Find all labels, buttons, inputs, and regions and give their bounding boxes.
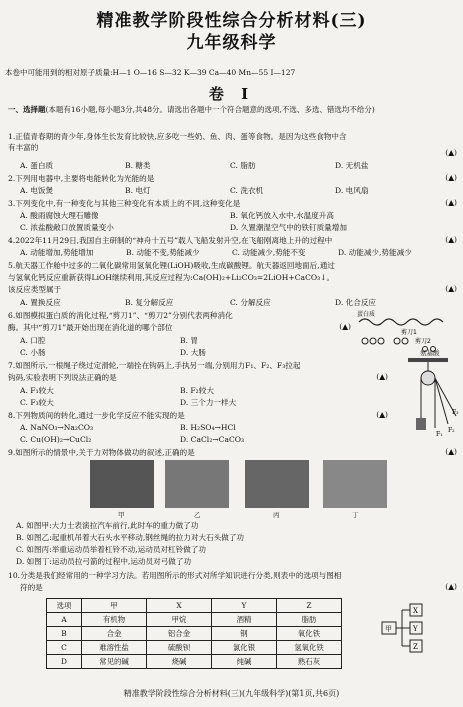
q1-option-b: B. 糖类: [125, 161, 151, 170]
q4-option-a: A. 动能增加,势能增加: [20, 248, 94, 257]
q6-option-b: B. 胃: [180, 336, 199, 345]
q5-option-c: C. 分解反应: [230, 298, 271, 307]
q8-option-b: B. H₂SO₄→HCl: [180, 423, 236, 432]
q9-option-d: D. 如图丁:运动员拉弓箭的过程中,运动员对弓做了功: [16, 557, 192, 566]
molecule-unit: [394, 338, 400, 344]
table-cell: D: [47, 655, 82, 669]
classification-table: [46, 598, 342, 669]
table-header: X: [147, 599, 212, 613]
table-cell: 烧碱: [147, 655, 212, 669]
table-cell: 甲烷: [147, 613, 212, 627]
answer-mark: (▲): [339, 322, 351, 331]
q6-option-d: D. 大肠: [180, 348, 206, 357]
q3-option-b: B. 氧化钙放入水中,水温度升高: [230, 211, 334, 220]
molecule-unit: [362, 338, 368, 344]
question-6-stem2: 酶。其中“剪刀1”最开始出现在消化道的哪个部位: [8, 323, 173, 332]
photo-crane-lifting-stone: [165, 460, 229, 508]
rope-f2: [435, 378, 448, 424]
q8-option-d: D. CaCl₂→CaCO₃: [180, 435, 245, 444]
section-intro: [8, 104, 458, 116]
question-5-stem2: 与氢氧化钙反应重新获得LiOH继续利用,其反应过程为:Ca(OH)₂+Li₂CO₃=2LiOH+CaCO₃↓。: [8, 273, 335, 282]
answer-mark: (▲): [445, 447, 457, 456]
fig6-scissors1-label: 剪刀1: [401, 329, 417, 336]
answer-mark: (▲): [376, 372, 388, 381]
question-9-stem: 9.如图所示的情景中,关于力对物体做功的叙述,正确的是: [8, 448, 195, 457]
table-cell: 有机物: [82, 613, 147, 627]
force-f2-label: F₂: [448, 427, 455, 434]
table-header: Y: [212, 599, 277, 613]
question-1-stem2: 有丰富的: [8, 143, 39, 152]
q9-option-b: B. 如图乙:起重机吊着大石头水平移动,钢丝绳的拉力对大石头做了功: [16, 533, 245, 542]
q7-option-a: A. F₁较大: [20, 386, 54, 395]
q3-option-a: A. 酸雨腐蚀大理石雕像: [20, 211, 99, 220]
force-f1-label: F₁: [436, 431, 443, 438]
q9-option-c: C. 如图丙:举重运动员举着杠铃不动,运动员对杠铃做了功: [16, 545, 206, 554]
fig6-protein-label: 蛋白质: [357, 311, 376, 318]
question-8-stem: 8.下列物质间的转化,通过一步化学反应不能实现的是: [8, 411, 185, 420]
classification-diagram: [380, 602, 440, 658]
pulley-wheel: [421, 371, 435, 385]
q2-option-c: C. 洗衣机: [230, 186, 264, 195]
table-cell: 氢氧化铁: [277, 641, 342, 655]
q8-option-a: A. NaNO₃→Na₂CO₃: [20, 423, 94, 432]
atomic-masses: 本卷中可能用到的相对原子质量:H—1 O—16 S—32 K—39 Ca—40 Mn—55 I—127: [5, 68, 296, 77]
table-cell: 氯化银: [212, 641, 277, 655]
question-6-stem: 6.如图模拟蛋白质的消化过程,“剪刀1”、“剪刀2”分别代表两种消化: [8, 311, 233, 320]
ceiling: [408, 358, 448, 362]
q4-option-b: B. 动能不变,势能减少: [126, 248, 200, 257]
question-10-stem2: 符的是: [20, 583, 43, 592]
hook-weight: [416, 418, 426, 430]
q3-option-d: D. 久置潮湿空气中的铁钉质量增加: [230, 223, 347, 232]
q7-option-b: B. F₂较大: [180, 386, 214, 395]
q8-option-c: C. Cu(OH)₂→CuCl₂: [20, 435, 92, 444]
q4-option-d: D. 动能减少,势能减少: [338, 248, 412, 257]
pulley-figure: [398, 358, 460, 438]
fig9-caption-jia: 甲: [118, 511, 125, 519]
table-cell: 常见的碱: [82, 655, 147, 669]
table-cell: 氧化铁: [277, 627, 342, 641]
molecule-unit: [378, 338, 384, 344]
q1-option-d: D. 无机盐: [335, 161, 369, 170]
question-7-stem2: 钩码,实验表明下列说法正确的是: [8, 373, 117, 382]
table-header-row: [47, 599, 342, 613]
node-x-label: X: [413, 607, 418, 615]
table-cell: C: [47, 641, 82, 655]
exam-title: 精准教学阶段性综合分析材料(三): [96, 11, 367, 31]
table-cell: 难溶性盐: [82, 641, 147, 655]
force-f3-label: F₃: [452, 409, 459, 416]
question-10-stem: 10.分类是我们经常用的一种学习方法。若用图所示的形式对所学知识进行分类,则表中的选项与图相: [8, 571, 342, 580]
q9-option-a: A. 如图甲:大力士表演拉汽车前行,此时车的重力做了功: [16, 521, 199, 530]
section-head: 一、选择题: [8, 105, 46, 114]
question-4-stem: 4.2022年11月29日,我国自主研制的“神舟十五号”载人飞船发射升空,在飞船刚离地上升的过程中: [8, 236, 333, 245]
table-row: [47, 627, 342, 641]
answer-mark: (▲): [445, 173, 457, 182]
volume-heading: 卷 Ⅰ: [208, 85, 255, 103]
answer-mark: (▲): [445, 284, 457, 293]
photo-archer: [323, 460, 387, 508]
photo-weightlifter: [245, 460, 309, 508]
table-cell: 钢: [212, 627, 277, 641]
q1-option-c: C. 脂肪: [230, 161, 256, 170]
fig9-caption-ding: 丁: [352, 511, 359, 519]
q5-option-a: A. 置换反应: [20, 298, 61, 307]
fig9-caption-bing: 丙: [273, 511, 280, 519]
node-root-label: 甲: [385, 625, 392, 633]
table-cell: 熟石灰: [277, 655, 342, 669]
fig6-amino-acid-label: 氨基酸: [420, 349, 440, 357]
molecule-unit: [370, 338, 376, 344]
protein-chain: [359, 319, 443, 325]
question-5-stem3: 该反应类型属于: [8, 285, 62, 294]
exam-subtitle: 九年级科学: [186, 33, 277, 53]
molecule-unit: [402, 338, 408, 344]
question-5-stem: 5.航天器工作舱中过多的二氧化碳常用氢氧化锂(LiOH)吸收,生成碳酸锂。航天器返回地面后,通过: [8, 261, 335, 270]
page-footer: 精准教学阶段性综合分析材料(三)(九年级科学)(第1页,共6页): [123, 689, 340, 698]
photo-strongman-pulling-car: [90, 460, 154, 508]
table-cell: A: [47, 613, 82, 627]
table-cell: 硫酸钡: [147, 641, 212, 655]
node-y-label: Y: [413, 625, 418, 633]
answer-mark: (▲): [445, 235, 457, 244]
table-row: [47, 613, 342, 627]
q2-option-b: B. 电灯: [125, 186, 151, 195]
node-z-label: Z: [413, 643, 418, 651]
q4-option-c: C. 动能减少,势能不变: [232, 248, 306, 257]
section-intro-text: (本题有16小题,每小题3分,共48分。请选出各题中一个符合题意的选项,不选、多选、错选均不给分): [45, 105, 375, 114]
q5-option-b: B. 复分解反应: [125, 298, 174, 307]
question-2-stem: 2.下列用电器中,主要将电能转化为光能的是: [8, 174, 155, 183]
table-row: [47, 641, 342, 655]
table-header: 选项: [47, 599, 82, 613]
fig6-scissors2-label: 剪刀2: [415, 338, 431, 345]
protein-digestion-figure: [355, 308, 459, 352]
answer-mark: (▲): [445, 582, 457, 591]
q6-option-c: C. 小肠: [20, 348, 46, 357]
answer-mark: (▲): [445, 148, 457, 157]
q5-option-d: D. 化合反应: [335, 298, 377, 307]
q3-option-c: C. 浓盐酸敞口放置质量变小: [20, 223, 114, 232]
question-7-stem: 7.如图所示,一根绳子绕过定滑轮,一端拴在钩码上,手执另一端,分别用力F₁、F₂、F₃拉起: [8, 361, 301, 370]
table-cell: 铝合金: [147, 627, 212, 641]
answer-mark: (▲): [445, 198, 457, 207]
q7-option-c: C. F₃较大: [20, 398, 54, 407]
table-cell: 纯碱: [212, 655, 277, 669]
fig9-caption-yi: 乙: [194, 511, 201, 519]
answer-mark: (▲): [376, 410, 388, 419]
q6-option-a: A. 口腔: [20, 336, 46, 345]
question-3-stem: 3.下列变化中,有一种变化与其他三种变化有本质上的不同,这种变化是: [8, 199, 241, 208]
table-header: 甲: [82, 599, 147, 613]
table-cell: 酒精: [212, 613, 277, 627]
q7-option-d: D. 三个力一样大: [180, 398, 237, 407]
question-1-stem: 1.正值青春期的青少年,身体生长发育比较快,应多吃一些奶、鱼、肉、蛋等食物。是因为这些食物中含: [8, 132, 347, 141]
q2-option-a: A. 电饭煲: [20, 186, 54, 195]
table-header: Z: [277, 599, 342, 613]
table-cell: 脂肪: [277, 613, 342, 627]
table-cell: B: [47, 627, 82, 641]
table-row: [47, 655, 342, 669]
table-cell: 合金: [82, 627, 147, 641]
q1-option-a: A. 蛋白质: [20, 161, 54, 170]
q2-option-d: D. 电风扇: [335, 186, 369, 195]
